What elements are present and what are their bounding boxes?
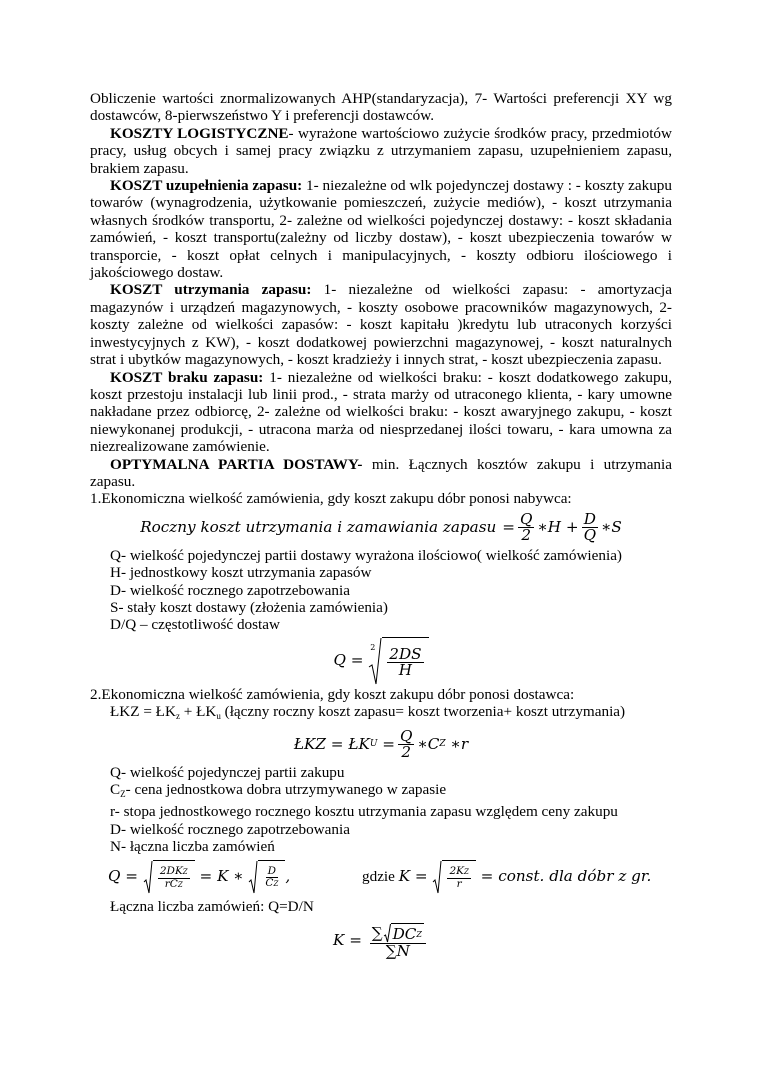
definition-item: r- stopa jednostkowego rocznego kosztu utrzymania zapasu względem ceny zakupu: [110, 803, 618, 821]
heading-koszt-utrzymania: KOSZT utrzymania zapasu:: [110, 281, 312, 299]
definition-item: N- łączna liczba zamówień: [110, 838, 275, 856]
heading-koszty-logistyczne: KOSZTY LOGISTYCZNE: [110, 124, 289, 142]
definition-item: H- jednostkowy koszt utrzymania zapasów: [110, 564, 372, 582]
heading-koszt-uzupelnienia: KOSZT uzupełnienia zapasu:: [110, 177, 303, 195]
definition-item: $C_Z-$ cena jednostkowa dobra utrzymywanego w zapasie: [110, 781, 447, 799]
paragraph-koszt-utrzymania: [90, 281, 672, 368]
paragraph-koszt-uzupelnienia: [90, 177, 672, 281]
definition-item: D- wielkość rocznego zapotrzebowania: [110, 581, 350, 599]
heading-optymalna-partia: OPTYMALNA PARTIA DOSTAWY-: [110, 455, 363, 473]
text-koszt-utrzymania: 1- niezależne od wielkości zapasu: - amortyzacja magazynów i urządzeń magazynowych, - koszty osobowe pracowników magazynowych, 2- koszty zależne od wielkości zapasów: - koszt kapitału )kredytu lub utraconych korzyści inwestycyjnych z KW), - koszt dodatkowej powierzchni magazynowej, - koszt naturalnych strat i ubytków magazynowych, - koszt kradzieży i innych strat, - koszt ubezpieczenia zapasu.: [90, 281, 673, 369]
sqrt-2ds-over-h: 2 $\frac{2DS}{H}$: [368, 637, 428, 685]
fraction-sum: ∑ DC Z ∑N: [370, 923, 426, 959]
laczna-liczba: Łączna liczba zamówień: Q=D/N: [110, 897, 314, 915]
formula-lkz: ŁKZ = ŁK U = $\frac{Q}{2}$ ∗ C Z ∗ r: [293, 727, 469, 762]
formula-row-q-k: [90, 856, 672, 898]
paragraph-koszty-logistyczne: [90, 125, 672, 177]
formula-q-dostawca: Q = $\frac{\text{2DKZ}}{\text{rCZ}}$ = K ∗ $\frac{D}{CZ}$ ,: [108, 860, 290, 894]
definition-item: D/Q – częstotliwość dostaw: [110, 616, 280, 634]
formula-roczny-koszt-lhs: Roczny koszt utrzymania i zamawiania zapasu: [140, 518, 497, 537]
page-content: [90, 90, 672, 965]
text-koszt-braku: 1- niezależne od wielkości braku: - koszt dodatkowego zakupu, koszt przestoju instalacji lub linii prod., - strata marży od utraconego klienta, - kary umowne nakładane przez odbiorcę, 2- zależne od wielkości braku: - koszt awaryjnego zakupu, - koszt niewykonanej produkcji, - utracona marża od niesprzedanej ilości towaru, - kara umowna za niezrealizowane zamówienie.: [90, 368, 672, 456]
gdzie-label: gdzie: [362, 867, 395, 885]
fraction-q-over-2: $\frac{Q}{2}$: [400, 727, 413, 762]
paragraph-optymalna-partia: [90, 456, 672, 491]
text-koszt-uzupelnienia: 1- niezależne od wlk pojedynczej dostawy : - koszty zakupu towarów (wynagrodzenia, użytkowanie pomieszczeń, zużycie mediów), - koszt utrzymania własnych środków transportu, 2- zależne od wielkości pojedynczej dostawy: - koszt składania zamówień, - koszt transportu(zależny od liczby dostaw), - koszt ubezpieczenia towarów w transporcie, - koszt opłat celnych i manipulacyjnych, - koszty odbioru ilościowego i jakościowego dostaw.: [90, 177, 672, 282]
paragraph-ewz-dostawca: 2.Ekonomiczna wielkość zamówienia, gdy koszt zakupu dóbr ponosi dostawca:: [90, 685, 575, 703]
formula-k-sum: K = ∑ DC Z ∑N: [90, 917, 672, 965]
fraction-d-over-q: $\frac{D}{Q}$: [583, 510, 597, 545]
definition-item: Q- wielkość pojedynczej partii dostawy wyrażona ilościowo( wielkość zamówienia): [110, 546, 622, 564]
paragraph-koszt-braku: [90, 369, 672, 456]
formula-roczny-koszt: Roczny koszt utrzymania i zamawiania zapasu = $\frac{Q}{2}$ ∗ H + $\frac{D}{Q}$ ∗ S: [140, 510, 622, 545]
definition-item: Q- wielkość pojedynczej partii zakupu: [110, 763, 345, 781]
definition-item: S- stały koszt dostawy (złożenia zamówienia): [110, 598, 388, 616]
definition-item: D- wielkość rocznego zapotrzebowania: [110, 820, 350, 838]
definitions-list-2: [90, 764, 672, 856]
definitions-list-1: [90, 547, 672, 634]
fraction-q-over-2: $\frac{Q}{2}$: [520, 510, 533, 545]
paragraph-ahp: Obliczenie wartości znormalizowanych AHP(standaryzacja), 7- Wartości preferencji XY wg dostawców, 8-pierwszeństwo Y i preferencji dostawców.: [90, 90, 672, 125]
paragraph-ewz-nabywca: 1.Ekonomiczna wielkość zamówienia, gdy koszt zakupu dóbr ponosi nabywca:: [90, 490, 572, 508]
formula-k-const: gdzie K = $\frac{2KZ}{r}$ = const. dla dóbr z gr.: [362, 860, 651, 894]
text-optymalna-partia: min. Łącznych kosztów zakupu i utrzymania zapasu.: [90, 455, 672, 490]
formula-q-eoq: Q = 2 $\frac{2DS}{H}$: [90, 636, 672, 686]
heading-koszt-braku: KOSZT braku zapasu:: [110, 368, 264, 386]
text-koszty-logistyczne: - wyrażone wartościowo zużycie środków pracy, przedmiotów pracy, usług obcych i samej pracy związku z utrzymaniem zapasu, uzupełnieniem zapasu, brakiem zapasu.: [90, 124, 672, 177]
lkz-definition: ŁKZ = $ŁK_z$ + $ŁK_u$ (łączny roczny koszt zapasu= koszt tworzenia+ koszt utrzymania): [110, 703, 626, 722]
